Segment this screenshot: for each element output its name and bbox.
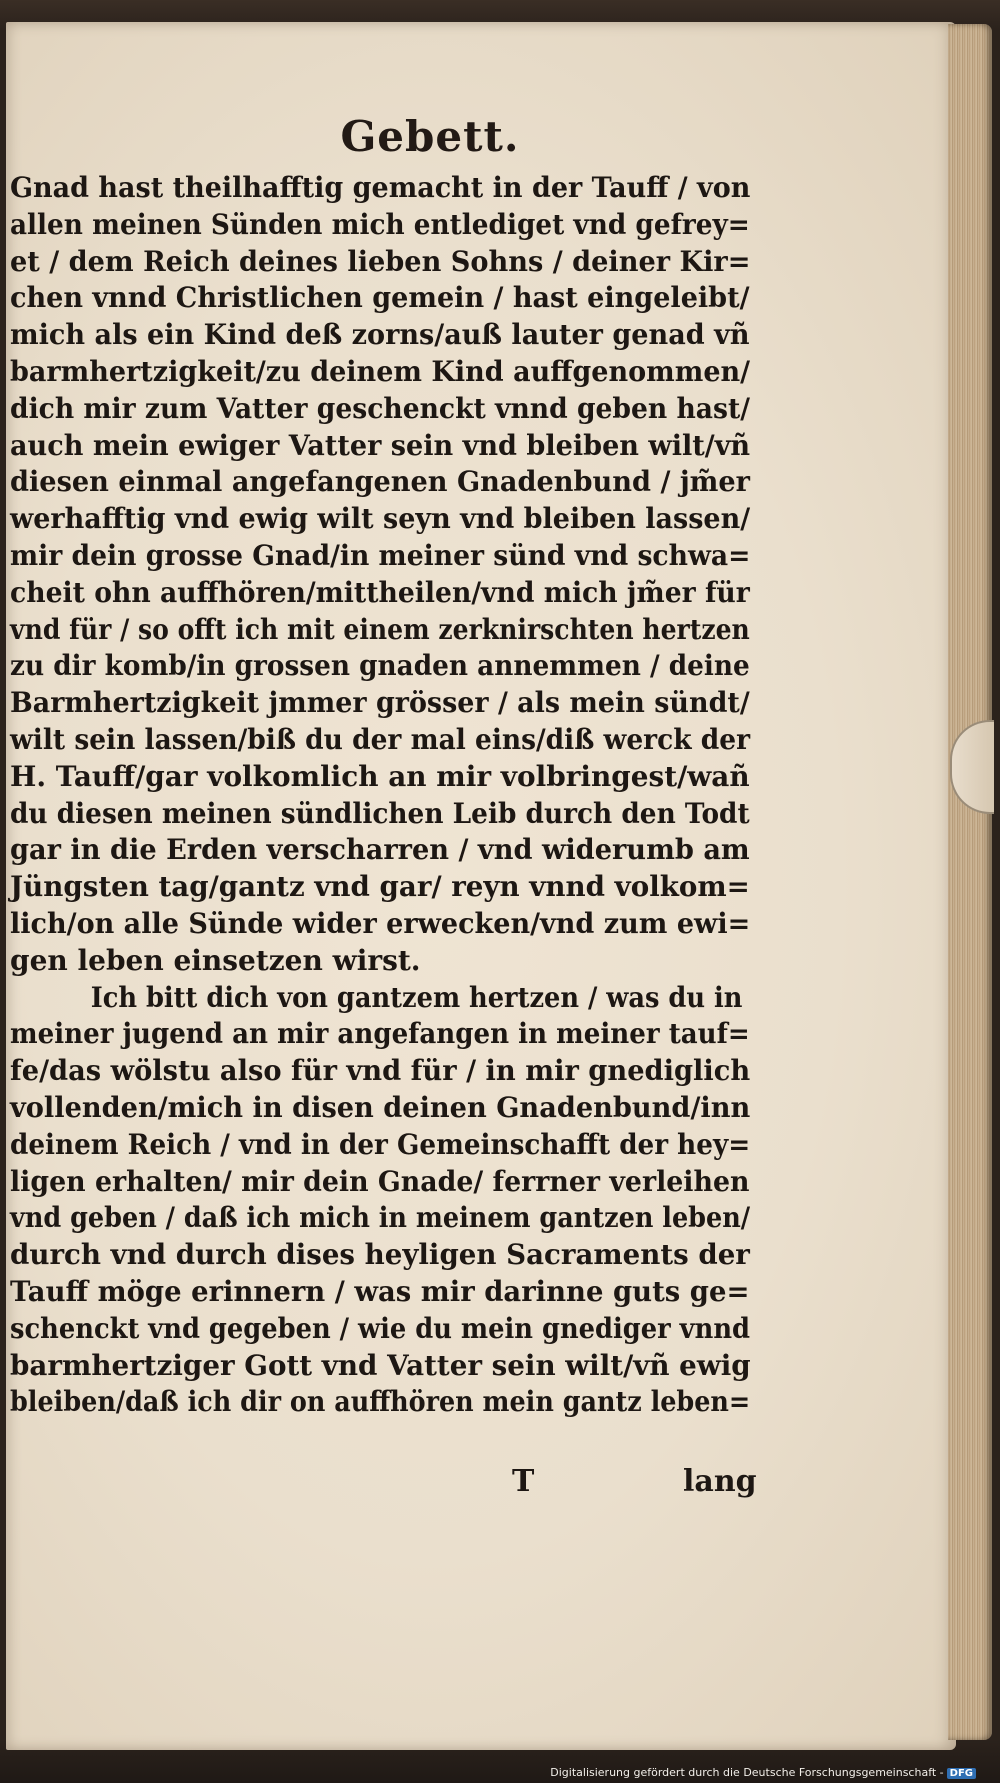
dfg-logo: DFG xyxy=(947,1768,976,1779)
signature-mark: T xyxy=(512,1464,535,1499)
text-line: zu dir komb/in grossen gnaden annemmen / deine xyxy=(10,649,750,683)
text-line: fe/das wölstu also für vnd für / in mir gnediglich xyxy=(10,1054,751,1088)
text-line: diesen einmal angefangenen Gnadenbund / jm̃er xyxy=(10,465,750,499)
text-line: auch mein ewiger Vatter sein vnd bleiben wilt/vñ xyxy=(10,428,751,462)
text-line: vnd geben / daß ich mich in meinem gantzen leben/ xyxy=(10,1201,751,1235)
text-line: Barmhertzigkeit jmmer grösser / als mein sündt/ xyxy=(10,686,750,720)
text-line: H. Tauff/gar volkomlich an mir volbringest/wañ xyxy=(10,759,750,793)
text-line: ligen erhalten/ mir dein Gnade/ ferrner verleihen xyxy=(10,1164,750,1198)
text-line: mir dein grosse Gnad/in meiner sünd vnd schwa= xyxy=(10,538,751,572)
page-edges xyxy=(948,24,992,1740)
text-line: Gnad hast theilhafftig gemacht in der Tauff / von xyxy=(10,171,751,204)
text-line: wilt sein lassen/biß du der mal eins/diß werck der xyxy=(10,722,751,756)
text-line: meiner jugend an mir angefangen in meiner tauf= xyxy=(10,1017,750,1051)
text-line: vollenden/mich in disen deinen Gnadenbund/inn xyxy=(10,1090,751,1124)
text-line: werhafftig vnd ewig wilt seyn vnd bleiben lassen/ xyxy=(10,502,751,536)
text-line: mich als ein Kind deß zorns/auß lauter genad vñ xyxy=(10,318,750,352)
text-line: gar in die Erden verscharren / vnd widerumb am xyxy=(10,833,750,867)
text-line: allen meinen Sünden mich entlediget vnd gefrey= xyxy=(10,207,750,241)
digitization-credit xyxy=(550,1766,976,1779)
text-line: deinem Reich / vnd in der Gemeinschafft der hey= xyxy=(10,1127,751,1161)
text-line: bleiben/daß ich dir on auffhören mein gantz leben= xyxy=(10,1385,751,1419)
text-line: dich mir zum Vatter geschenckt vnnd geben hast/ xyxy=(10,391,750,425)
text-line: du diesen meinen sündlichen Leib durch den Todt xyxy=(10,796,750,830)
paragraph-start-line: Ich bitt dich von gantzem hertzen / was du in xyxy=(90,980,743,1014)
text-line: vnd für / so offt ich mit einem zerknirschten hertzen xyxy=(10,612,750,646)
text-line: gen leben einsetzen wirst. xyxy=(10,943,421,977)
text-line: cheit ohn auffhören/mittheilen/vnd mich jm̃er für xyxy=(10,575,750,609)
text-line: Tauff möge erinnern / was mir darinne guts ge= xyxy=(10,1274,750,1308)
text-line: durch vnd durch dises heyligen Sacraments der xyxy=(10,1238,750,1272)
text-line: schenckt vnd gegeben / wie du mein gnediger vnnd xyxy=(10,1311,751,1345)
text-line: Jüngsten tag/gantz vnd gar/ reyn vnnd volkom= xyxy=(10,870,750,904)
catchword: lang xyxy=(683,1464,757,1499)
text-line: et / dem Reich deines lieben Sohns / deiner Kir= xyxy=(10,244,751,278)
text-line: barmhertzigkeit/zu deinem Kind auffgenommen/ xyxy=(10,354,751,388)
text-line: chen vnnd Christlichen gemein / hast eingeleibt/ xyxy=(10,281,750,315)
text-line: barmhertziger Gott vnd Vatter sein wilt/vñ ewig xyxy=(10,1348,751,1382)
page-header: Gebett. xyxy=(340,112,520,161)
text-line: lich/on alle Sünde wider erwecken/vnd zum ewi= xyxy=(10,906,751,940)
credit-text: Digitalisierung gefördert durch die Deutsche Forschungsgemeinschaft - xyxy=(550,1766,944,1779)
body-text xyxy=(10,170,750,1421)
